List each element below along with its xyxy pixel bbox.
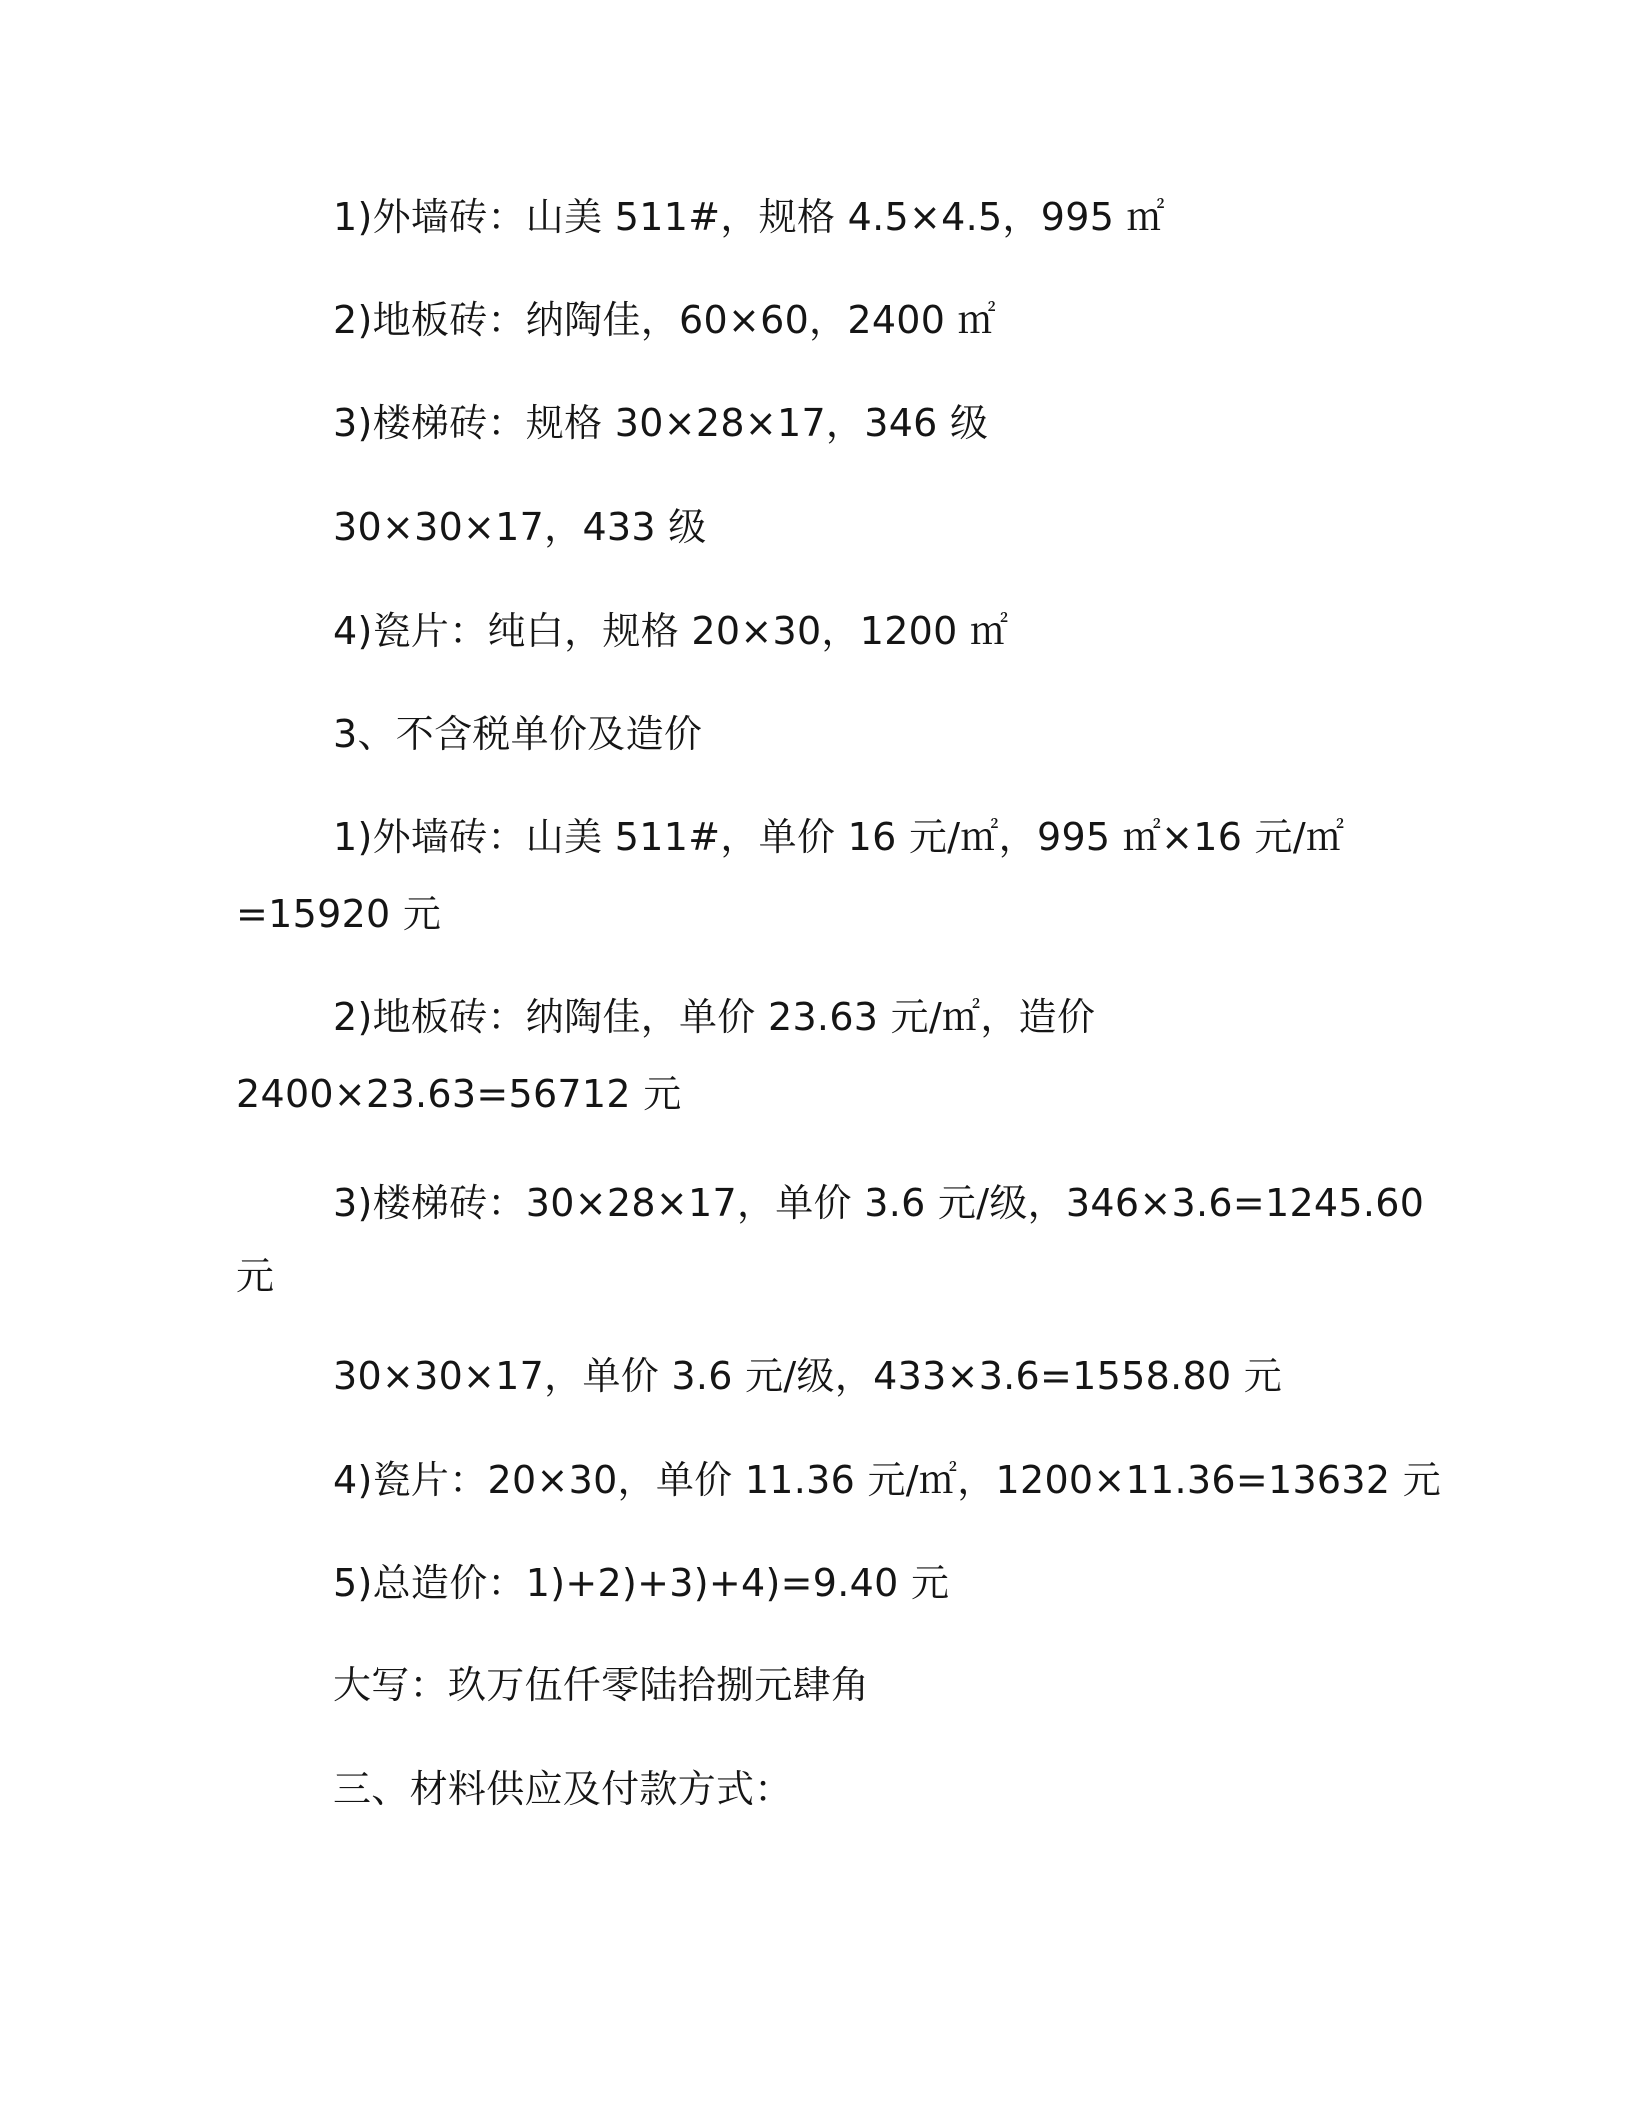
text-line-stair-tile-cost: 3)楼梯砖：30×28×17，单价 3.6 元/级，346×3.6=1245.60: [333, 1181, 1425, 1225]
section-heading-supply-payment: 三、材料供应及付款方式：: [333, 1767, 793, 1811]
text-line-total-in-words: 大写：玖万伍仟零陆拾捌元肆角: [333, 1663, 870, 1707]
text-line-total-cost: 5)总造价：1)+2)+3)+4)=9.40 元: [333, 1561, 950, 1605]
text-line-stair-tile-cost-2: 30×30×17，单价 3.6 元/级，433×3.6=1558.80 元: [333, 1354, 1283, 1398]
text-line-exterior-tile-cost-cont: =15920 元: [236, 892, 442, 936]
text-line-stair-tile-spec-2: 30×30×17，433 级: [333, 505, 707, 549]
text-line-exterior-tile-spec: 1)外墙砖：山美 511#，规格 4.5×4.5，995 ㎡: [333, 195, 1165, 239]
text-line-exterior-tile-cost: 1)外墙砖：山美 511#，单价 16 元/㎡，995 ㎡×16 元/㎡: [333, 815, 1345, 859]
text-line-stair-tile-spec: 3)楼梯砖：规格 30×28×17，346 级: [333, 401, 989, 445]
text-line-floor-tile-cost: 2)地板砖：纳陶佳，单价 23.63 元/㎡，造价: [333, 995, 1096, 1039]
text-line-wall-tile-spec: 4)瓷片：纯白，规格 20×30，1200 ㎡: [333, 609, 1009, 653]
text-line-floor-tile-cost-cont: 2400×23.63=56712 元: [236, 1072, 682, 1116]
text-line-stair-tile-cost-cont: 元: [236, 1254, 275, 1298]
section-heading-unit-price: 3、不含税单价及造价: [333, 712, 703, 756]
text-line-floor-tile-spec: 2)地板砖：纳陶佳，60×60，2400 ㎡: [333, 298, 996, 342]
text-line-wall-tile-cost: 4)瓷片：20×30，单价 11.36 元/㎡，1200×11.36=13632 元: [333, 1458, 1442, 1502]
